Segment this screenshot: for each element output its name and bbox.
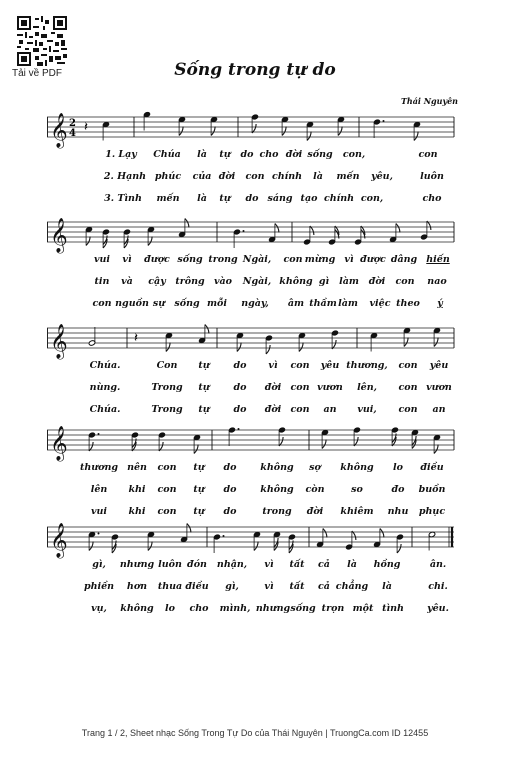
lyric-syllable: vươn (317, 382, 343, 393)
lyric-syllable: mến (336, 171, 360, 182)
lyric-syllable: được (144, 254, 170, 265)
note-dot (223, 535, 225, 537)
lyric-syllable: vui (93, 254, 111, 265)
lyric-syllable: cho (422, 193, 442, 204)
lyric-syllable: con (157, 484, 177, 495)
lyric-syllable: nhận, (216, 559, 248, 570)
lyric-syllable: tự (198, 404, 210, 415)
lyric-syllable: do (223, 462, 237, 473)
lyric-syllable: lên, (357, 382, 377, 393)
note-flag (307, 132, 311, 141)
lyric-syllable: con (398, 404, 418, 415)
lyric-syllable: là (347, 559, 357, 570)
note-flag (282, 127, 286, 136)
composer-name: Thái Nguyên (400, 96, 458, 106)
lyric-syllable: do (240, 149, 254, 160)
note-flag (148, 542, 152, 551)
lyric-line (47, 404, 460, 418)
lyric-line (47, 276, 460, 290)
lyric-syllable: hơn (126, 581, 148, 592)
lyric-syllable: tình (382, 603, 404, 614)
lyric-syllable: so (351, 484, 363, 495)
lyric-syllable: sự (152, 298, 166, 309)
lyric-syllable: Chúa. (89, 360, 121, 371)
lyric-syllable: vì (264, 581, 274, 592)
lyric-line (47, 254, 460, 268)
lyric-syllable: nhu (387, 506, 409, 517)
lyric-syllable: do (233, 382, 247, 393)
lyric-syllable: yêu (320, 360, 340, 371)
note-flag (427, 221, 431, 230)
treble-clef: 𝄞 (50, 218, 68, 253)
lyric-syllable: vươn (426, 382, 452, 393)
lyric-syllable: là (382, 581, 392, 592)
lyric-syllable: tự (219, 193, 231, 204)
lyric-syllable: tự (193, 506, 205, 517)
lyric-syllable: lo (165, 603, 175, 614)
lyric-syllable: cả (318, 559, 330, 570)
lyric-syllable: do (233, 404, 247, 415)
lyric-syllable: sống (177, 254, 203, 265)
note-flag (310, 226, 314, 235)
lyric-syllable: trông (175, 276, 205, 287)
lyric-syllable: chính (323, 193, 355, 204)
lyric-syllable: 2. Hạnh (103, 171, 147, 182)
lyric-syllable: nao (427, 276, 447, 287)
lyric-syllable: chẳng (335, 581, 369, 592)
note-dot (383, 120, 385, 122)
note-flag (434, 338, 438, 347)
lyric-syllable: Con (156, 360, 178, 371)
quarter-rest: 𝄽 (84, 120, 88, 135)
note-flag (89, 442, 93, 451)
lyric-syllable: của (192, 171, 212, 182)
lyric-syllable: còn (305, 484, 325, 495)
lyric-line (47, 193, 460, 207)
note-flag (166, 343, 170, 352)
lyric-syllable: tự (198, 382, 210, 393)
note-flag (323, 529, 327, 538)
treble-clef: 𝄞 (50, 523, 68, 558)
note-dot (98, 533, 100, 535)
lyric-syllable: thương (79, 462, 119, 473)
lyric-syllable: con (245, 171, 265, 182)
time-signature-bottom: 4 (69, 128, 76, 139)
lyric-syllable: con (418, 149, 438, 160)
lyric-syllable: làm (338, 298, 358, 309)
treble-clef: 𝄞 (50, 426, 68, 461)
lyric-syllable: thầm (309, 298, 337, 309)
lyric-syllable: do (233, 360, 247, 371)
lyric-syllable: cho (189, 603, 209, 614)
lyric-syllable: Ngài, (242, 276, 272, 287)
lyric-syllable: lên (90, 484, 108, 495)
note-flag (194, 445, 198, 454)
lyric-syllable: tự (198, 360, 210, 371)
lyric-syllable: yêu (429, 360, 449, 371)
note-flag (354, 437, 358, 446)
lyric-syllable: sợ (309, 462, 321, 473)
lyric-line (47, 484, 460, 498)
lyric-syllable: tin (94, 276, 110, 287)
lyric-syllable: gì, (225, 581, 239, 592)
lyric-syllable: chính (271, 171, 303, 182)
lyric-syllable: an (323, 404, 337, 415)
lyric-line (47, 382, 460, 396)
lyric-syllable: khi (128, 506, 146, 517)
lyric-syllable: gì, (92, 559, 106, 570)
lyric-syllable: là (197, 149, 207, 160)
lyric-syllable: là (313, 171, 323, 182)
lyric-syllable: nùng. (89, 382, 121, 393)
lyric-syllable: con (398, 360, 418, 371)
lyric-syllable: đời (264, 382, 282, 393)
lyric-syllable: Ngài, (242, 254, 272, 265)
lyric-syllable: 1. Lạy (105, 149, 137, 160)
lyric-syllable: sáng (267, 193, 293, 204)
lyric-syllable: nên (127, 462, 147, 473)
lyric-syllable: vì (268, 360, 278, 371)
lyric-syllable: việc (369, 298, 391, 309)
lyric-syllable: con (290, 404, 310, 415)
note-flag (179, 127, 183, 136)
lyric-syllable: âm (287, 298, 305, 309)
lyric-syllable: phục (418, 506, 446, 517)
lyric-line (47, 149, 460, 163)
lyric-syllable: đời (218, 171, 236, 182)
lyric-syllable: ngày, (241, 298, 269, 309)
lyric-syllable: tạo (300, 193, 318, 204)
lyric-syllable: đời (368, 276, 386, 287)
lyric-syllable: mỗi (207, 298, 227, 309)
lyric-syllable: buồn (418, 484, 446, 495)
lyric-syllable: không (260, 484, 294, 495)
note-flag (322, 440, 326, 449)
lyric-syllable: cậy (148, 276, 166, 287)
lyric-syllable: sống (290, 603, 316, 614)
lyric-syllable: con (92, 298, 112, 309)
lyric-syllable: luôn (420, 171, 444, 182)
lyric-syllable: một (352, 603, 374, 614)
lyric-syllable: tự (193, 484, 205, 495)
lyric-syllable: gì (318, 276, 330, 287)
note-dot (98, 433, 100, 435)
lyric-syllable: yêu. (427, 603, 449, 614)
lyric-syllable: khi (128, 484, 146, 495)
treble-clef: 𝄞 (50, 113, 68, 148)
lyric-syllable: tất (289, 581, 305, 592)
lyric-syllable: không (340, 462, 374, 473)
lyric-line (47, 360, 460, 374)
lyric-syllable: vì (344, 254, 354, 265)
lyric-syllable: hồng (373, 559, 401, 570)
lyric-syllable: điều (185, 581, 209, 592)
lyric-line (47, 581, 460, 595)
lyric-syllable: đời (264, 404, 282, 415)
lyric-syllable: nhưng (255, 603, 291, 614)
lyric-syllable: do (245, 193, 259, 204)
lyric-syllable: con (157, 506, 177, 517)
note-flag (237, 343, 241, 352)
lyric-line (47, 462, 460, 476)
treble-clef: 𝄞 (50, 324, 68, 359)
lyric-line (47, 171, 460, 185)
lyric-syllable: yêu, (371, 171, 393, 182)
note-flag (205, 325, 209, 334)
lyric-syllable: tự (219, 149, 231, 160)
lyric-line (47, 603, 460, 617)
lyric-syllable: vì (122, 254, 132, 265)
lyric-syllable: là (197, 193, 207, 204)
note-flag (434, 445, 438, 454)
note-flag (187, 524, 191, 533)
lyric-syllable: không (260, 462, 294, 473)
lyric-syllable: chi. (428, 581, 448, 592)
note-flag (414, 132, 418, 141)
lyric-syllable: mến (156, 193, 180, 204)
lyric-syllable: 3. Tình (104, 193, 142, 204)
lyric-syllable: con (290, 382, 310, 393)
lyric-syllable: trọn (321, 603, 345, 614)
note-flag (254, 542, 258, 551)
lyric-syllable: ân. (429, 559, 447, 570)
download-pdf-link[interactable]: Tải về PDF (12, 68, 63, 79)
lyric-syllable: đời (306, 506, 324, 517)
lyric-syllable: sống (307, 149, 333, 160)
time-signature-top: 2 (69, 118, 76, 129)
note-flag (252, 124, 256, 133)
lyric-syllable: cả (318, 581, 330, 592)
note-flag (266, 345, 270, 354)
lyric-syllable: không (120, 603, 154, 614)
lyric-syllable: và (121, 276, 133, 287)
lyric-syllable: Trong (151, 382, 183, 393)
note-flag (89, 542, 93, 551)
note-dot (243, 230, 245, 232)
lyric-syllable: phiền (83, 581, 115, 592)
lyric-syllable: dâng (390, 254, 418, 265)
lyric-syllable: con (157, 462, 177, 473)
note-flag (279, 437, 283, 446)
note-flag (275, 224, 279, 233)
note-flag (396, 224, 400, 233)
lyric-syllable: do (223, 506, 237, 517)
lyric-syllable: cho (259, 149, 279, 160)
note-flag (86, 237, 90, 246)
lyric-syllable: vì (264, 559, 274, 570)
lyric-syllable: thương, (346, 360, 388, 371)
note-flag (380, 529, 384, 538)
lyric-syllable: mình, (219, 603, 251, 614)
note-flag (185, 219, 189, 228)
note-flag (211, 127, 215, 136)
lyric-syllable: theo (396, 298, 420, 309)
lyric-syllable: an (432, 404, 446, 415)
lyric-syllable: đo (391, 484, 405, 495)
lyric-syllable: trong (208, 254, 238, 265)
lyric-syllable: phúc (154, 171, 182, 182)
lyric-syllable: nhưng (119, 559, 155, 570)
lyric-syllable: vui (90, 506, 108, 517)
lyric-syllable: lo (393, 462, 403, 473)
lyric-syllable: luôn (158, 559, 182, 570)
quarter-rest: 𝄽 (134, 331, 138, 346)
lyric-line (47, 559, 460, 573)
lyric-syllable: Chúa (153, 149, 181, 160)
lyric-syllable: tất (289, 559, 305, 570)
lyric-syllable: khiêm (340, 506, 374, 517)
lyric-syllable: tự (193, 462, 205, 473)
lyric-syllable: thua (157, 581, 183, 592)
note-flag (332, 340, 336, 349)
lyric-syllable: vào (213, 276, 233, 287)
lyric-syllable: mừng (304, 254, 336, 265)
qr-code[interactable] (17, 16, 67, 66)
song-title: Sống trong tự do (174, 60, 336, 80)
lyric-syllable: đón (187, 559, 207, 570)
note-flag (397, 544, 401, 553)
lyric-syllable: sống (174, 298, 200, 309)
lyric-syllable: con (283, 254, 303, 265)
lyric-syllable: do (223, 484, 237, 495)
lyric-syllable: con (398, 382, 418, 393)
note-flag (148, 237, 152, 246)
lyric-syllable: ý (437, 298, 443, 309)
note-flag (299, 343, 303, 352)
lyric-syllable: hiến (426, 254, 450, 265)
note-flag (159, 442, 163, 451)
lyric-syllable: con (290, 360, 310, 371)
lyric-syllable: không (279, 276, 313, 287)
lyric-syllable: trong (262, 506, 292, 517)
lyric-syllable: được (360, 254, 386, 265)
lyric-syllable: con, (360, 193, 384, 204)
lyric-syllable: vui, (357, 404, 377, 415)
lyric-syllable: làm (339, 276, 359, 287)
page-footer: Trang 1 / 2, Sheet nhạc Sống Trong Tự Do của Thái Nguyên | TruongCa.com ID 12455 (81, 728, 429, 738)
lyric-syllable: điều (420, 462, 444, 473)
note-flag (338, 127, 342, 136)
lyric-line (47, 298, 460, 312)
note-dot (238, 428, 240, 430)
lyric-syllable: nguồn (115, 298, 149, 309)
note-flag (404, 338, 408, 347)
lyric-syllable: đời (285, 149, 303, 160)
lyric-syllable: con, (342, 149, 366, 160)
lyric-syllable: Chúa. (89, 404, 121, 415)
lyric-syllable: con (395, 276, 415, 287)
lyric-syllable: vụ, (91, 603, 107, 614)
lyric-syllable: Trong (151, 404, 183, 415)
